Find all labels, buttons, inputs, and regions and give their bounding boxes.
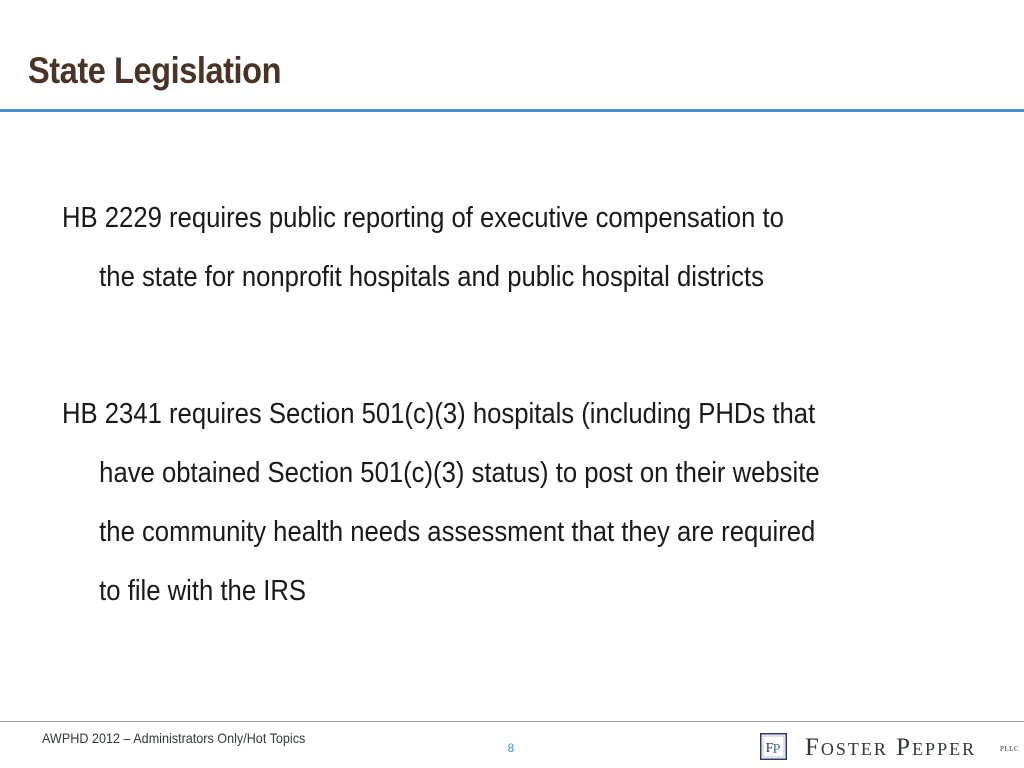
foster-pepper-logo xyxy=(760,733,1020,761)
footer-divider xyxy=(0,721,1024,722)
bullet-hb-2229 xyxy=(62,189,947,307)
bullet-hb-2341 xyxy=(62,385,947,621)
bullet-line: HB 2229 requires public reporting of executive compensation to xyxy=(62,202,784,234)
fp-monogram-icon xyxy=(760,733,787,760)
bullet-line: the state for nonprofit hospitals and public hospital districts xyxy=(99,261,764,293)
svg-text:P: P xyxy=(772,742,781,757)
logo-name: Foster Pepper xyxy=(805,734,977,761)
title-divider xyxy=(0,109,1024,112)
bullet-line: HB 2341 requires Section 501(c)(3) hospitals (including PHDs that xyxy=(62,398,816,430)
page-number: 8 xyxy=(507,741,515,755)
bullet-line: to file with the IRS xyxy=(99,575,307,607)
bullet-line: have obtained Section 501(c)(3) status) to post on their website xyxy=(99,457,820,489)
footer-event-text: AWPHD 2012 – Administrators Only/Hot Topics xyxy=(42,730,306,746)
svg-text:F: F xyxy=(765,741,774,756)
logo-suffix: PLLC xyxy=(1000,745,1020,753)
bullet-line: the community health needs assessment that they are required xyxy=(99,516,816,548)
slide-title: State Legislation xyxy=(28,50,282,91)
